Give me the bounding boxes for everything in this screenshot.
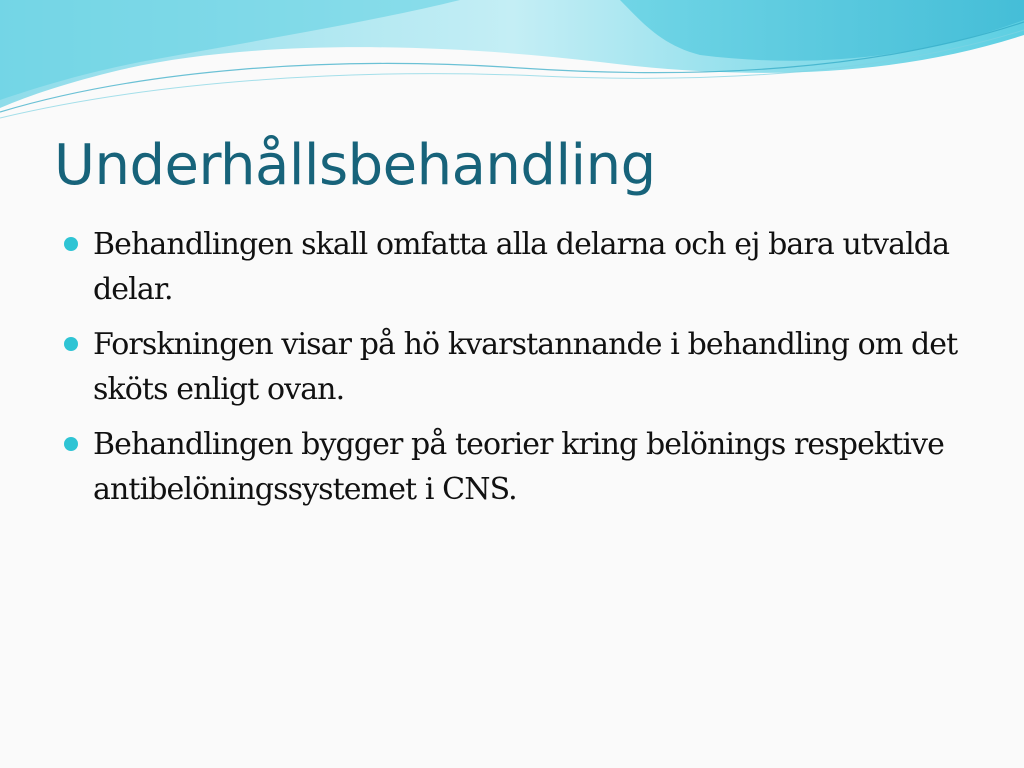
list-item (64, 422, 964, 512)
bullet-text: Behandlingen skall omfatta alla delarna och ej bara utvalda delar. (93, 227, 950, 307)
bullet-dot-icon (64, 337, 78, 351)
list-item (64, 322, 964, 412)
slide-title: Underhållsbehandling (54, 133, 656, 198)
decorative-wave-header (0, 0, 1024, 130)
bullet-dot-icon (64, 437, 78, 451)
bullet-list (64, 222, 964, 522)
list-item (64, 222, 964, 312)
bullet-text: Forskningen visar på hö kvarstannande i behandling om det sköts enligt ovan. (93, 327, 958, 407)
bullet-dot-icon (64, 237, 78, 251)
bullet-text: Behandlingen bygger på teorier kring belönings respektive antibelöningssystemet i CNS. (93, 427, 944, 507)
